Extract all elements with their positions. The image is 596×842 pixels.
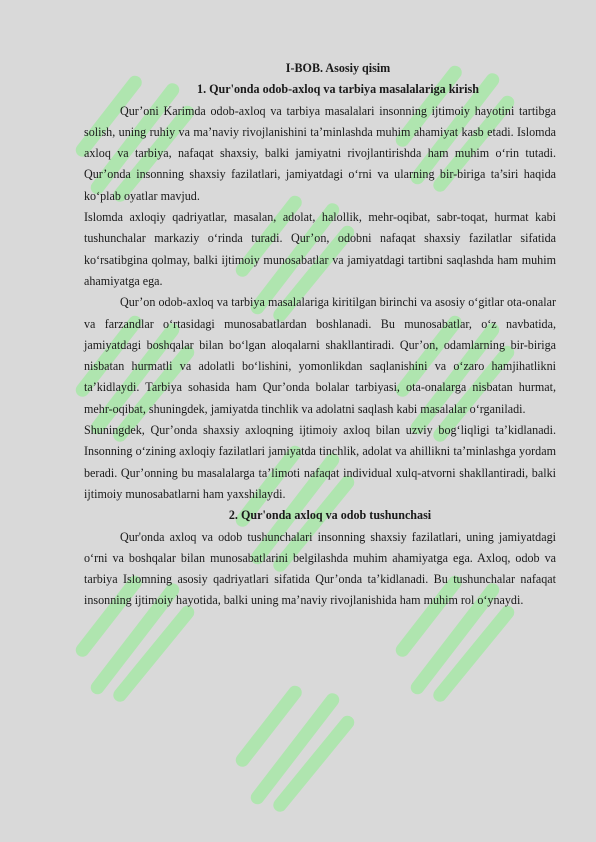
watermark-icon bbox=[220, 670, 370, 820]
section-1-paragraph-1: Qur’oni Karimda odob-axloq va tarbiya masalalari insonning ijtimoiy hayotini tartibga solish, uning ruhiy va ma’naviy rivojlanishini ta’minlashda muhim ahamiyat kasb etadi. Islomda axloq va tarbiya, nafaqat shaxsiy, balki jamiyatni rivojlantirishda ham muhim o‘rin tutadi. Qur’onda insonning shaxsiy fazilatlari, jamiyatdagi o‘rni va ularning bir-biriga ta’siri haqida ko‘plab oyatlar mavjud. bbox=[84, 103, 556, 203]
section-1-paragraph-4: Shuningdek, Qur’onda shaxsiy axloqning ijtimoiy axloq bilan uzviy bog‘liqligi ta’kidlanadi. Insonning o‘zining axloqiy fazilatlari jamiyatda tinchlik, adolat va ahillikni ta’minlashga yordam beradi. Qur’onning bu masalalarga ta’limoti nafaqat individual xulq-atvorni shakllantiradi, balki ijtimoiy munosabatlarni ham yaxshilaydi. bbox=[84, 423, 556, 501]
section-1-title: 1. Qur'onda odob-axloq va tarbiya masalalariga kirish bbox=[197, 82, 479, 97]
section-2-title: 2. Qur'onda axloq va odob tushunchasi bbox=[228, 508, 432, 523]
section-1-paragraph-2: Islomda axloqiy qadriyatlar, masalan, adolat, halollik, mehr-oqibat, sabr-toqat, hurmat kabi tushunchalar markaziy o‘rinda turadi. Qur’on, odobni nafaqat shaxsiy fazilatlar sifatida ko‘rsatibgina qolmay, balki ijtimoiy munosabatlar va jamiyatdagi tartibni saqlashda ham muhim ahamiyatga ega. bbox=[84, 210, 556, 288]
chapter-title: I-BOB. Asosiy qisim bbox=[285, 61, 391, 75]
section-2-paragraph-1: Qur'onda axloq va odob tushunchalari insonning shaxsiy fazilatlari, uning jamiyatdagi o‘rni va boshqalar bilan munosabatlarini belgilashda muhim ahamiyatga ega. Axloq, odob va tarbiya Islomning asosiy qadriyatlari sifatida Qur’onda ta’kidlanadi. Bu tushunchalar nafaqat insonning ijtimoiy hayotida, balki uning ma’naviy rivojlanishida ham muhim rol o‘ynaydi. bbox=[84, 529, 556, 608]
section-1-paragraph-3: Qur’on odob-axloq va tarbiya masalalariga kiritilgan birinchi va asosiy o‘gitlar ota-onalar va farzandlar o‘rtasidagi munosabatlardan boshlanadi. Bu munosabatlar, o‘z navbatida, jamiyatdagi boshqalar bilan bo‘lgan aloqalarni shakllantiradi. Qur’on, odamlarning bir-biriga nisbatan hurmatli va adolatli bo‘lishini, yomonlikdan saqlanishini va o‘zaro hamjihatlikni ta’kidlaydi. Tarbiya sohasida ham Qur’onda bolalar tarbiyasi, ota-onalarga nisbatan hurmat, mehr-oqibat, shuningdek, jamiyatda tinchlik va adolatni saqlash kabi masalalar o‘rganiladi. bbox=[84, 295, 556, 416]
document-body bbox=[84, 58, 556, 612]
